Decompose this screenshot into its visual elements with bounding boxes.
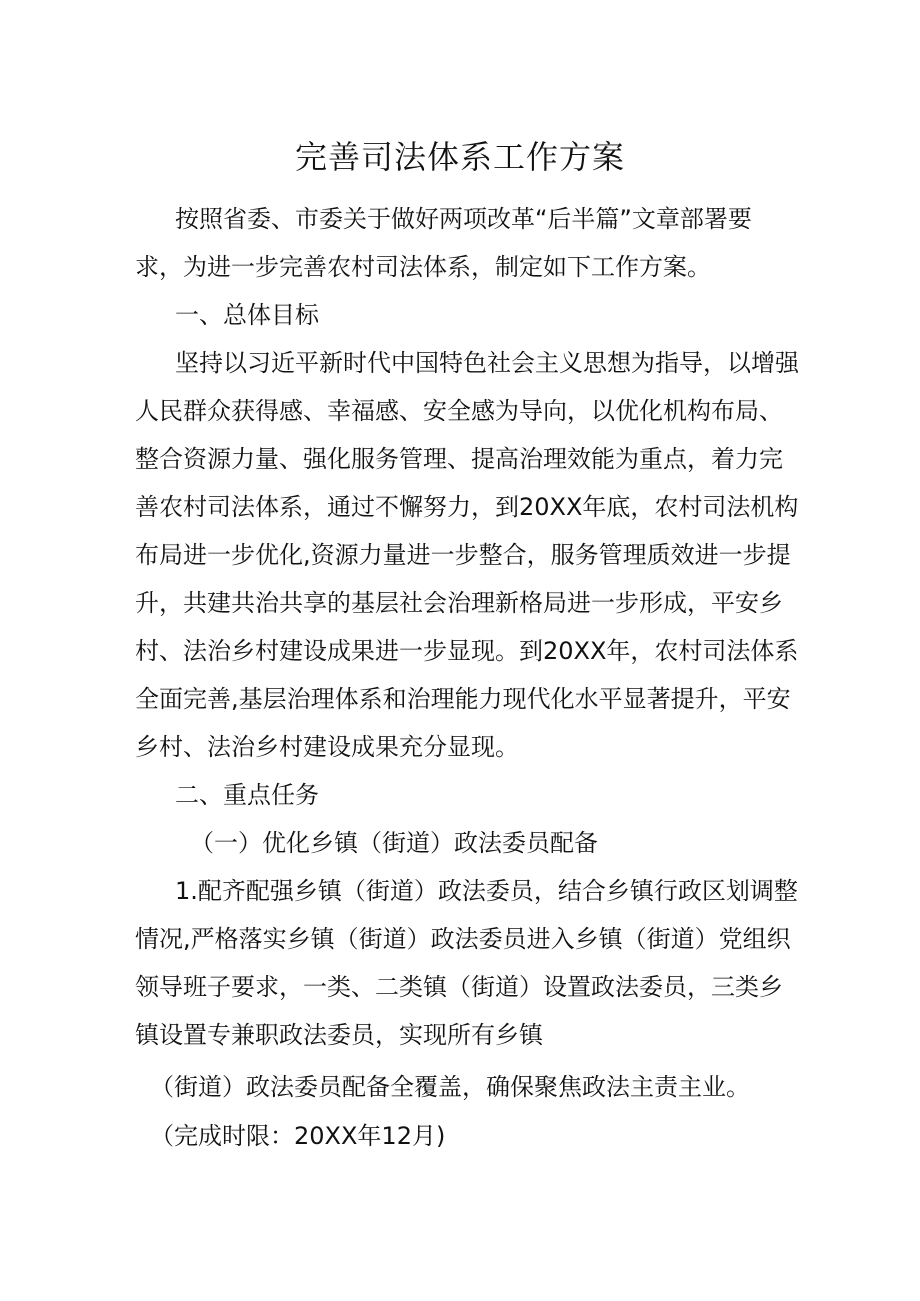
paragraph-line: 求，为进一步完善农村司法体系，制定如下工作方案。: [135, 253, 711, 281]
paragraph-line: 按照省委、市委关于做好两项改革“后半篇”文章部署要: [175, 205, 752, 233]
paragraph-line: 升，共建共治共享的基层社会治理新格局进一步形成，平安乡: [135, 589, 783, 617]
paragraph-line: 乡村、法治乡村建设成果充分显现。: [135, 733, 519, 761]
paragraph-line: 情况,严格落实乡镇（街道）政法委员进入乡镇（街道）党组织: [135, 925, 791, 953]
deadline-note: （完成时限：20XX年12月): [150, 1122, 446, 1150]
paragraph-line: 布局进一步优化,资源力量进一步整合，服务管理质效进一步提: [135, 541, 791, 569]
paragraph-line: 善农村司法体系，通过不懈努力，到20XX年底，农村司法机构: [135, 493, 799, 521]
document-title: 完善司法体系工作方案: [294, 138, 625, 176]
paragraph-line: 全面完善,基层治理体系和治理能力现代化水平显著提升，平安: [135, 685, 791, 713]
paragraph-line: 整合资源力量、强化服务管理、提高治理效能为重点，着力完: [135, 445, 783, 473]
paragraph-line: 1.配齐配强乡镇（街道）政法委员，结合乡镇行政区划调整: [175, 877, 798, 905]
paragraph-line: 村、法治乡村建设成果进一步显现。到20XX年，农村司法体系: [135, 637, 799, 665]
paragraph-line: 领导班子要求，一类、二类镇（街道）设置政法委员，三类乡: [135, 973, 783, 1001]
section-heading: 一、总体目标: [175, 301, 319, 329]
section-heading: 二、重点任务: [175, 781, 319, 809]
paragraph-line: 镇设置专兼职政法委员，实现所有乡镇: [135, 1021, 543, 1049]
paragraph-line: （街道）政法委员配备全覆盖，确保聚焦政法主责主业。: [150, 1073, 750, 1101]
paragraph-line: 人民群众获得感、幸福感、安全感为导向，以优化机构布局、: [135, 397, 783, 425]
paragraph-line: 坚持以习近平新时代中国特色社会主义思想为指导，以增强: [175, 349, 799, 377]
subsection-heading: （一）优化乡镇（街道）政法委员配备: [190, 829, 598, 857]
